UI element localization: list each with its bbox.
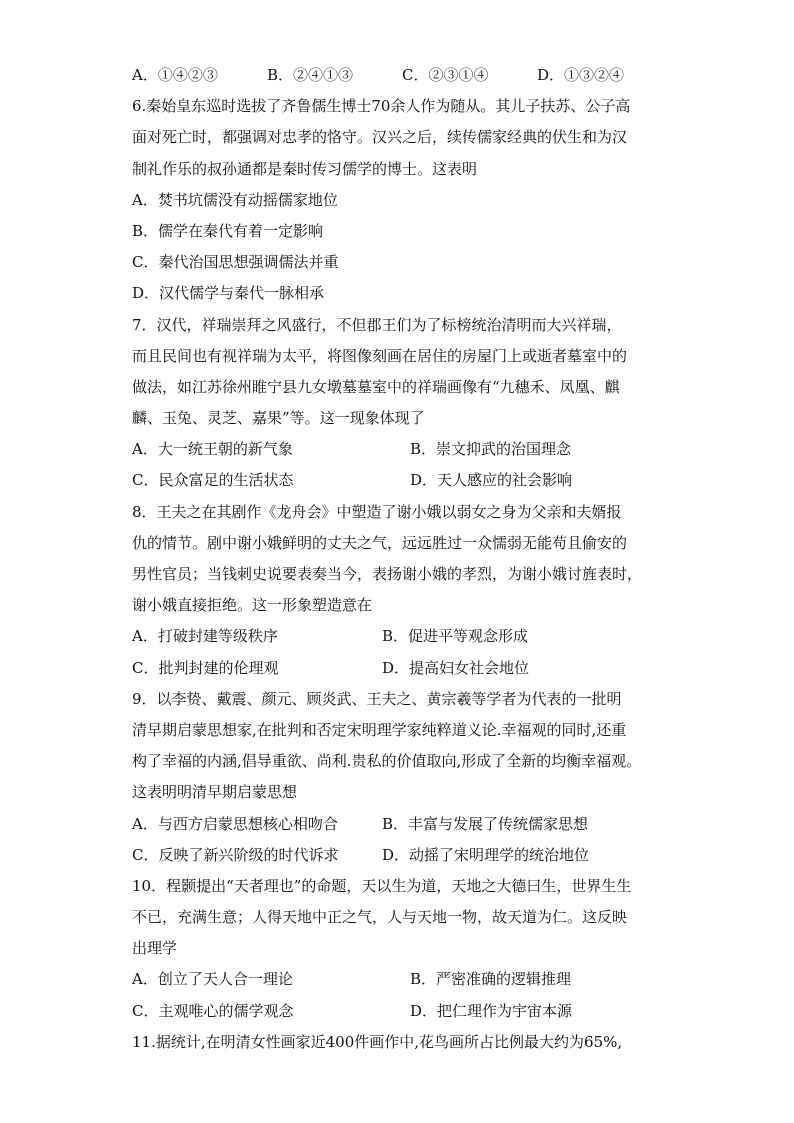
q9-option-c[interactable]: C．反映了新兴阶级的时代诉求 (132, 845, 339, 864)
q10-options-row (132, 996, 672, 1027)
q9-options-row (132, 809, 672, 840)
q10-stem-line: 不已，充满生意；人得天地中正之气，人与天地一物，故天道为仁。这反映 (132, 908, 628, 927)
question-10 (132, 871, 672, 1027)
q5-option-b[interactable]: B．②④①③ (267, 66, 354, 84)
exam-page (132, 60, 672, 1058)
q7-options-row (132, 465, 672, 496)
q6-option-d[interactable]: D．汉代儒学与秦代一脉相承 (132, 284, 325, 303)
q10-stem-line: 出理学 (132, 939, 178, 958)
q7-option-c[interactable]: C．民众富足的生活状态 (132, 471, 294, 490)
q8-options-row (132, 653, 672, 684)
q8-option-b[interactable]: B．促进平等观念形成 (382, 627, 529, 646)
q10-option-a[interactable]: A．创立了天人合一理论 (132, 970, 293, 989)
q5-option-c[interactable]: C．②③①④ (402, 66, 489, 84)
q8-options-row (132, 621, 672, 652)
q5-option-a[interactable]: A．①④②③ (132, 66, 218, 84)
q9-option-a[interactable]: A．与西方启蒙思想核心相吻合 (132, 814, 338, 833)
q7-option-b[interactable]: B．崇文抑武的治国理念 (410, 440, 572, 459)
q6-stem-line: 6.秦始皇东巡时选拔了齐鲁儒生博士70余人作为随从。其儿子扶苏、公子高 (132, 97, 631, 116)
q10-option-d[interactable]: D．把仁理作为宇宙本源 (410, 1001, 573, 1020)
q5-options (132, 60, 672, 91)
question-6 (132, 91, 672, 309)
q7-stem-line: 麟、玉兔、灵芝、嘉果”等。这一现象体现了 (132, 409, 425, 428)
q7-stem-line: 做法，如江苏徐州睢宁县九女墩墓墓室中的祥瑞画像有“九穗禾、凤凰、麒 (132, 377, 620, 396)
q10-stem-line: 10．程颢提出“天者理也”的命题，天以生为道，天地之大德曰生，世界生生 (132, 876, 632, 895)
q6-option-a[interactable]: A．焚书坑儒没有动摇儒家地位 (132, 190, 338, 209)
q6-stem-line: 面对死亡时，都强调对忠孝的恪守。汉兴之后，续传儒家经典的伏生和为汉 (132, 128, 628, 147)
q7-option-d[interactable]: D．天人感应的社会影响 (410, 471, 573, 490)
q10-options-row (132, 964, 672, 995)
q7-stem-line: 7．汉代，祥瑞崇拜之风盛行，不但郡王们为了标榜统治清明而大兴祥瑞， (132, 315, 622, 334)
q9-stem-line: 清早期启蒙思想家,在批判和否定宋明理学家纯粹道义论.幸福观的同时,还重 (132, 720, 627, 739)
q6-stem-line: 制礼作乐的叔孙通都是秦时传习儒学的博士。这表明 (132, 159, 478, 178)
q9-option-d[interactable]: D．动摇了宋明理学的统治地位 (382, 845, 590, 864)
question-8 (132, 497, 672, 684)
q9-stem-line: 9．以李贽、戴震、颜元、顾炎武、王夫之、黄宗羲等学者为代表的一批明 (132, 689, 622, 708)
q10-option-b[interactable]: B．严密准确的逻辑推理 (410, 970, 572, 989)
q9-options-row (132, 840, 672, 871)
question-7 (132, 310, 672, 497)
q8-option-c[interactable]: C．批判封建的伦理观 (132, 658, 279, 677)
q11-stem-line: 11.据统计,在明清女性画家近400件画作中,花鸟画所占比例最大约为65%, (132, 1032, 623, 1051)
q8-stem-line: 8．王夫之在其剧作《龙舟会》中塑造了谢小娥以弱女之身为父亲和夫婿报 (132, 502, 622, 521)
q6-option-b[interactable]: B．儒学在秦代有着一定影响 (132, 221, 324, 240)
q10-option-c[interactable]: C．主观唯心的儒学观念 (132, 1001, 294, 1020)
q8-option-a[interactable]: A．打破封建等级秩序 (132, 627, 278, 646)
q7-stem-line: 而且民间也有视祥瑞为太平，将图像刻画在居住的房屋门上或逝者墓室中的 (132, 346, 628, 365)
q6-option-c[interactable]: C．秦代治国思想强调儒法并重 (132, 253, 339, 272)
q8-stem-line: 仇的情节。剧中谢小娥鲜明的丈夫之气，远远胜过一众懦弱无能苟且偷安的 (132, 533, 628, 552)
q8-stem-line: 男性官员；当钱刺史说要表奏当今，表扬谢小娥的孝烈，为谢小娥讨旌表时， (132, 565, 643, 583)
q7-option-a[interactable]: A．大一统王朝的新气象 (132, 440, 293, 459)
q5-option-d[interactable]: D．①③②④ (537, 66, 625, 84)
q9-stem-line: 这表明明清早期启蒙思想 (132, 783, 298, 802)
q7-options-row (132, 434, 672, 465)
q9-stem-line: 构了幸福的内涵,倡导重欲、尚利.贵私的价值取向,形成了全新的均衡幸福观。 (132, 752, 642, 771)
q8-stem-line: 谢小娥直接拒绝。这一形象塑造意在 (132, 596, 373, 615)
q8-option-d[interactable]: D．提高妇女社会地位 (382, 658, 530, 677)
question-11 (132, 1027, 672, 1058)
question-9 (132, 684, 672, 871)
q9-option-b[interactable]: B．丰富与发展了传统儒家思想 (382, 814, 589, 833)
